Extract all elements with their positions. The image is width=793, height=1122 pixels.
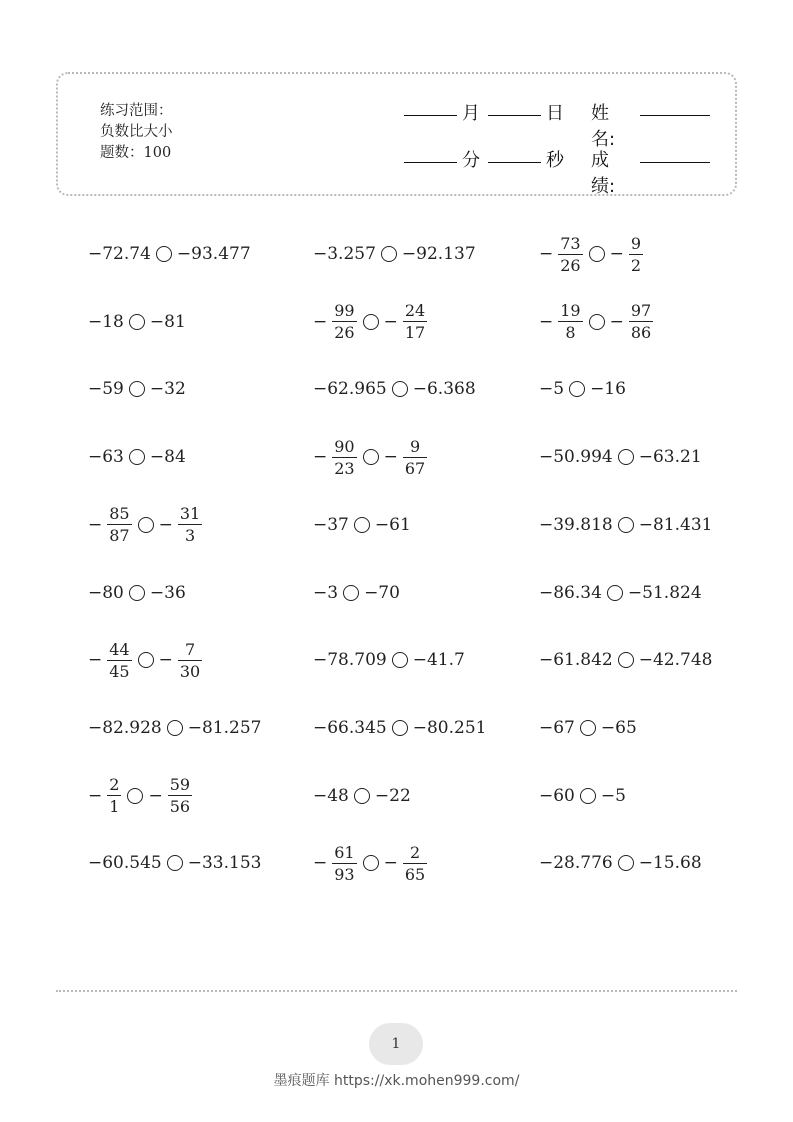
answer-circle[interactable] (167, 855, 183, 871)
right-operand (150, 583, 186, 603)
problem-item (88, 633, 203, 687)
right-operand (610, 233, 644, 276)
right-operand (159, 503, 204, 546)
numerator: 99 (334, 301, 355, 321)
left-operand (313, 379, 387, 399)
left-operand (313, 786, 349, 806)
denominator: 17 (404, 323, 426, 343)
fraction (107, 774, 121, 817)
minus-sign: − (148, 785, 163, 806)
denominator: 65 (404, 864, 426, 884)
minus-sign: − (383, 311, 398, 332)
answer-circle[interactable] (618, 855, 634, 871)
answer-circle[interactable] (138, 652, 154, 668)
numerator: 97 (630, 301, 652, 321)
answer-circle[interactable] (618, 517, 634, 533)
left-value: −50.994 (539, 447, 613, 468)
denominator: 26 (560, 255, 581, 275)
left-value: −78.709 (313, 650, 387, 671)
answer-circle[interactable] (381, 246, 397, 262)
problem-item (313, 227, 476, 281)
answer-circle[interactable] (129, 585, 145, 601)
left-operand (88, 774, 122, 817)
problem-item (313, 633, 465, 687)
denominator: 86 (630, 323, 652, 343)
answer-circle[interactable] (354, 788, 370, 804)
right-operand (639, 515, 713, 535)
denominator: 8 (565, 323, 576, 343)
problem-item (539, 633, 712, 687)
left-operand (539, 786, 575, 806)
fraction (178, 639, 202, 682)
right-operand (601, 718, 637, 738)
answer-circle[interactable] (618, 449, 634, 465)
right-operand (188, 718, 262, 738)
right-operand (188, 853, 262, 873)
problem-item (539, 566, 702, 620)
minute-label: 分 (462, 150, 480, 171)
right-value: −22 (374, 785, 411, 806)
answer-circle[interactable] (392, 381, 408, 397)
left-operand (539, 718, 575, 738)
left-operand (88, 503, 133, 546)
right-value: −61 (374, 514, 411, 535)
answer-circle[interactable] (156, 246, 172, 262)
denominator: 93 (334, 864, 355, 884)
problem-item (539, 701, 637, 755)
fraction (332, 842, 356, 885)
fraction (403, 842, 427, 885)
numerator: 24 (404, 301, 426, 321)
numerator: 2 (409, 842, 421, 862)
second-label: 秒 (546, 150, 564, 171)
score-label: 成绩: (591, 150, 616, 197)
left-value: −86.34 (539, 582, 602, 603)
left-value: −72.74 (88, 244, 151, 264)
answer-circle[interactable] (392, 720, 408, 736)
month-label: 月 (462, 103, 480, 124)
denominator: 87 (109, 526, 130, 546)
problem-item (88, 498, 203, 552)
left-value: −66.345 (313, 717, 387, 738)
left-operand (88, 639, 133, 682)
fraction (332, 300, 356, 343)
right-operand (639, 447, 702, 467)
minus-sign: − (539, 244, 554, 264)
right-operand (384, 300, 429, 343)
numerator: 9 (630, 233, 642, 253)
right-value: −63.21 (638, 447, 702, 468)
denominator: 1 (109, 797, 120, 817)
numerator: 31 (179, 504, 201, 524)
problem-item (539, 769, 626, 823)
fraction (107, 503, 131, 546)
footer-divider (56, 990, 737, 992)
denominator: 2 (630, 255, 642, 275)
denominator: 67 (404, 458, 426, 478)
left-operand (313, 515, 349, 535)
right-operand (150, 447, 186, 467)
left-value: −28.776 (539, 853, 613, 874)
answer-circle[interactable] (618, 652, 634, 668)
problem-item (313, 295, 428, 349)
answer-circle[interactable] (392, 652, 408, 668)
right-value: −51.824 (627, 582, 702, 603)
left-operand (313, 300, 358, 343)
fraction (558, 300, 582, 343)
problem-item (313, 769, 411, 823)
minus-sign: − (383, 447, 398, 468)
right-value: −36 (149, 582, 186, 603)
left-operand (313, 244, 376, 264)
numerator: 61 (334, 842, 355, 862)
practice-info (100, 101, 173, 164)
right-value: −70 (364, 582, 400, 603)
minus-sign: − (539, 311, 554, 332)
left-operand (88, 853, 162, 873)
right-operand (375, 786, 411, 806)
scope-value: 负数比大小 (100, 124, 173, 140)
fraction (403, 436, 427, 479)
numerator: 73 (560, 233, 581, 253)
right-operand (148, 774, 193, 817)
problem-item (88, 430, 186, 484)
right-value: −81.431 (638, 514, 713, 535)
right-operand (628, 583, 702, 603)
left-value: −60 (539, 785, 575, 806)
left-operand (88, 379, 124, 399)
right-operand (159, 639, 204, 682)
page-number: 1 (369, 1023, 423, 1065)
problem-item (88, 769, 193, 823)
fraction (107, 639, 131, 682)
fraction (403, 300, 427, 343)
left-operand (539, 447, 613, 467)
right-value: −93.477 (176, 244, 251, 264)
score-blank[interactable] (640, 162, 710, 163)
right-value: −16 (590, 379, 626, 400)
right-operand (413, 379, 476, 399)
answer-circle[interactable] (363, 449, 379, 465)
answer-circle[interactable] (363, 855, 379, 871)
right-operand (413, 650, 465, 670)
right-value: −81 (149, 311, 186, 332)
footer-source: 墨痕题库 https://xk.mohen999.com/ (273, 1073, 520, 1089)
left-operand (88, 718, 162, 738)
fraction (558, 233, 582, 276)
left-operand (539, 515, 613, 535)
left-value: −60.545 (88, 853, 162, 874)
left-value: −67 (539, 717, 575, 738)
right-value: −80.251 (412, 717, 487, 738)
numerator: 9 (409, 436, 421, 456)
left-value: −61.842 (539, 650, 613, 671)
right-operand (601, 786, 626, 806)
problem-item (313, 430, 428, 484)
left-operand (539, 650, 613, 670)
fraction (178, 503, 202, 546)
name-blank[interactable] (640, 115, 710, 116)
numerator: 85 (109, 504, 130, 524)
minus-sign: − (88, 650, 103, 671)
problem-item (539, 295, 654, 349)
answer-circle[interactable] (343, 585, 359, 601)
right-operand (402, 244, 476, 264)
right-value: −33.153 (187, 853, 262, 874)
right-operand (639, 853, 702, 873)
problem-item (88, 295, 186, 349)
denominator: 26 (334, 323, 355, 343)
answer-circle[interactable] (167, 720, 183, 736)
right-operand (384, 436, 429, 479)
right-value: −92.137 (401, 244, 476, 264)
minute-blank[interactable] (404, 162, 457, 163)
right-operand (610, 300, 655, 343)
problem-item (88, 227, 251, 281)
answer-circle[interactable] (589, 314, 605, 330)
problem-item (313, 701, 486, 755)
left-operand (539, 583, 602, 603)
problem-item (88, 701, 261, 755)
fraction (332, 436, 356, 479)
right-value: −41.7 (412, 650, 465, 671)
problem-item (88, 836, 261, 890)
minus-sign: − (158, 650, 173, 671)
right-value: −81.257 (187, 717, 262, 738)
answer-circle[interactable] (569, 381, 585, 397)
problem-item (313, 566, 400, 620)
numerator: 90 (334, 436, 355, 456)
right-operand (384, 842, 429, 885)
answer-circle[interactable] (589, 246, 605, 262)
right-value: −42.748 (638, 650, 713, 671)
right-operand (639, 650, 713, 670)
left-operand (313, 650, 387, 670)
left-value: −82.928 (88, 717, 162, 738)
right-value: −32 (149, 379, 186, 400)
left-value: −63 (88, 447, 124, 468)
problem-item (313, 498, 411, 552)
answer-circle[interactable] (127, 788, 143, 804)
fraction (168, 774, 192, 817)
left-operand (88, 312, 124, 332)
minus-sign: − (383, 853, 398, 874)
count-label: 题数： (100, 145, 144, 161)
problem-item (88, 362, 186, 416)
right-value: −6.368 (412, 379, 476, 400)
answer-circle[interactable] (607, 585, 623, 601)
right-value: −84 (149, 447, 186, 468)
problem-item (313, 362, 476, 416)
right-value: −65 (600, 717, 637, 738)
problem-item (539, 836, 702, 890)
denominator: 45 (109, 661, 130, 681)
denominator: 30 (179, 661, 201, 681)
right-operand (150, 312, 186, 332)
denominator: 3 (184, 526, 196, 546)
left-operand (539, 300, 584, 343)
left-operand (539, 233, 584, 276)
problem-item (539, 430, 702, 484)
left-operand (313, 436, 358, 479)
answer-circle[interactable] (129, 449, 145, 465)
answer-circle[interactable] (129, 381, 145, 397)
numerator: 19 (560, 301, 581, 321)
scope-label: 练习范围： (100, 103, 173, 119)
answer-circle[interactable] (138, 517, 154, 533)
answer-circle[interactable] (129, 314, 145, 330)
minus-sign: − (313, 447, 328, 468)
right-operand (590, 379, 626, 399)
denominator: 23 (334, 458, 355, 478)
problem-item (313, 836, 428, 890)
left-operand (88, 244, 151, 264)
day-label: 日 (546, 103, 564, 124)
left-value: −48 (313, 785, 349, 806)
right-value: −15.68 (638, 853, 702, 874)
right-operand (375, 515, 411, 535)
left-operand (88, 447, 124, 467)
left-operand (539, 379, 564, 399)
minus-sign: − (88, 785, 103, 806)
fraction (629, 233, 643, 276)
left-value: −39.818 (539, 514, 613, 535)
left-value: −3 (313, 582, 339, 603)
numerator: 44 (109, 639, 130, 659)
second-blank[interactable] (488, 162, 541, 163)
problem-item (539, 498, 712, 552)
fraction (629, 300, 653, 343)
right-value: −5 (600, 785, 626, 806)
answer-circle[interactable] (580, 788, 596, 804)
left-operand (313, 583, 338, 603)
problem-item (539, 362, 626, 416)
numerator: 59 (169, 775, 191, 795)
problem-item (88, 566, 186, 620)
numerator: 2 (109, 775, 120, 795)
left-value: −59 (88, 379, 124, 400)
left-operand (88, 583, 124, 603)
minus-sign: − (158, 514, 173, 535)
day-blank[interactable] (488, 115, 541, 116)
left-value: −18 (88, 311, 124, 332)
left-operand (539, 853, 613, 873)
right-operand (364, 583, 400, 603)
answer-circle[interactable] (580, 720, 596, 736)
count-line (100, 143, 173, 164)
left-value: −37 (313, 514, 349, 535)
count-value: 100 (143, 145, 172, 161)
name-label: 姓名: (591, 103, 616, 150)
left-value: −80 (88, 582, 124, 603)
minus-sign: − (313, 853, 328, 874)
answer-circle[interactable] (354, 517, 370, 533)
minus-sign: − (313, 311, 328, 332)
problem-item (539, 227, 644, 281)
month-blank[interactable] (404, 115, 457, 116)
right-operand (177, 244, 251, 264)
left-value: −5 (539, 379, 565, 400)
numerator: 7 (184, 639, 196, 659)
right-operand (150, 379, 186, 399)
minus-sign: − (609, 311, 624, 332)
minus-sign: − (88, 514, 103, 535)
left-value: −3.257 (313, 244, 376, 264)
denominator: 56 (169, 797, 191, 817)
answer-circle[interactable] (363, 314, 379, 330)
left-operand (313, 718, 387, 738)
left-value: −62.965 (313, 379, 387, 400)
minus-sign: − (609, 244, 624, 264)
right-operand (413, 718, 487, 738)
left-operand (313, 842, 358, 885)
